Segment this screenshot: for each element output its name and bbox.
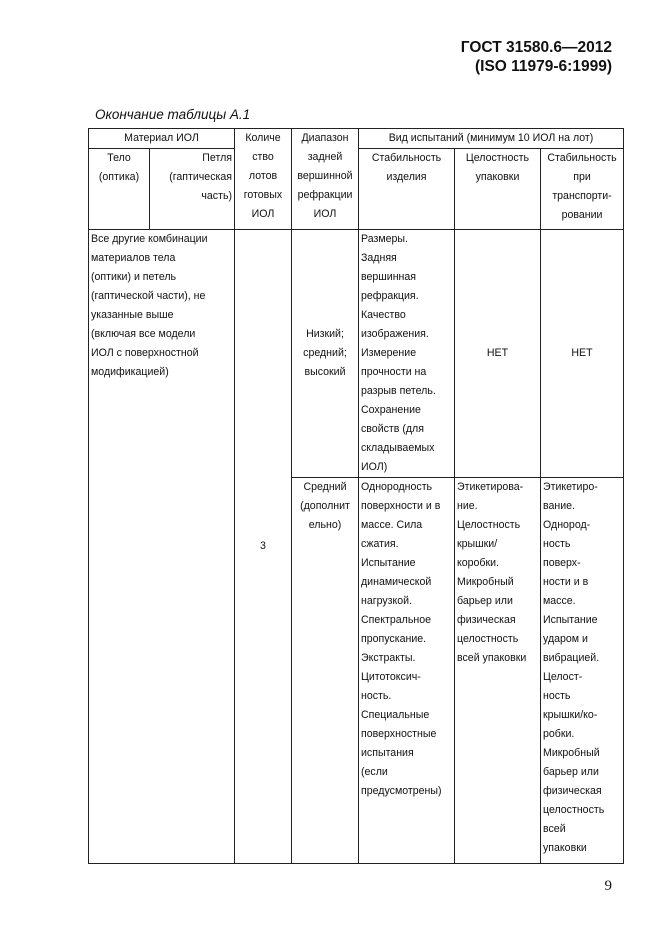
cell-product-stability-2: Однородность поверхности и в массе. Сила сжатия. Испытание динамической нагрузкой. Спектральное пропускание. Экстракты. Цитотоксич- ность. Специальные поверхностные испытания (если предусмотрены) [359, 478, 455, 864]
table-row-range-1 [89, 230, 624, 478]
header-transport-stability: Стабильность при транспорти- ровании [541, 149, 624, 230]
cell-materials: Все другие комбинации материалов тела (оптики) и петель (гаптической части), не указанные выше (включая все модели ИОЛ с поверхностной модификацией) [89, 230, 235, 864]
cell-lot-count: 3 [235, 230, 292, 864]
header-loop-haptic: Петля (гаптическая часть) [150, 149, 235, 230]
header-test-types: Вид испытаний (минимум 10 ИОЛ на лот) [359, 129, 624, 149]
header-lots: Количе ство лотов готовых ИОЛ [235, 129, 292, 230]
iso-reference: (ISO 11979-6:1999) [474, 58, 612, 75]
standard-header [461, 38, 612, 76]
table-header-row-1 [89, 129, 624, 149]
cell-package-integrity-1: НЕТ [455, 230, 541, 478]
cell-transport-stability-2: Этикетиро- вание. Однород- ность поверх- ности и в массе. Испытание ударом и вибрацией. Целост- ность крышки/ко- робки. Микробный барьер или физическая целостность всей упаковки [541, 478, 624, 864]
page-number: 9 [604, 878, 612, 894]
header-refraction-range: Диапазон задней вершинной рефракции ИОЛ [292, 129, 359, 230]
cell-transport-stability-1: НЕТ [541, 230, 624, 478]
header-material: Материал ИОЛ [89, 129, 235, 149]
table-caption: Окончание таблицы А.1 [95, 107, 251, 122]
standard-number: ГОСТ 31580.6—2012 [460, 39, 612, 56]
cell-range-low-medium-high: Низкий; средний; высокий [292, 230, 359, 478]
header-body-optic: Тело (оптика) [89, 149, 150, 230]
cell-range-medium-additional: Средний (дополнит ельно) [292, 478, 359, 864]
header-package-integrity: Целостность упаковки [455, 149, 541, 230]
cell-package-integrity-2: Этикетирова- ние. Целостность крышки/ коробки. Микробный барьер или физическая целостность всей упаковки [455, 478, 541, 864]
iol-test-table [88, 128, 624, 864]
cell-product-stability-1: Размеры. Задняя вершинная рефракция. Качество изображения. Измерение прочности на разрыв петель. Сохранение свойств (для складываемых ИОЛ) [359, 230, 455, 478]
header-product-stability: Стабильность изделия [359, 149, 455, 230]
